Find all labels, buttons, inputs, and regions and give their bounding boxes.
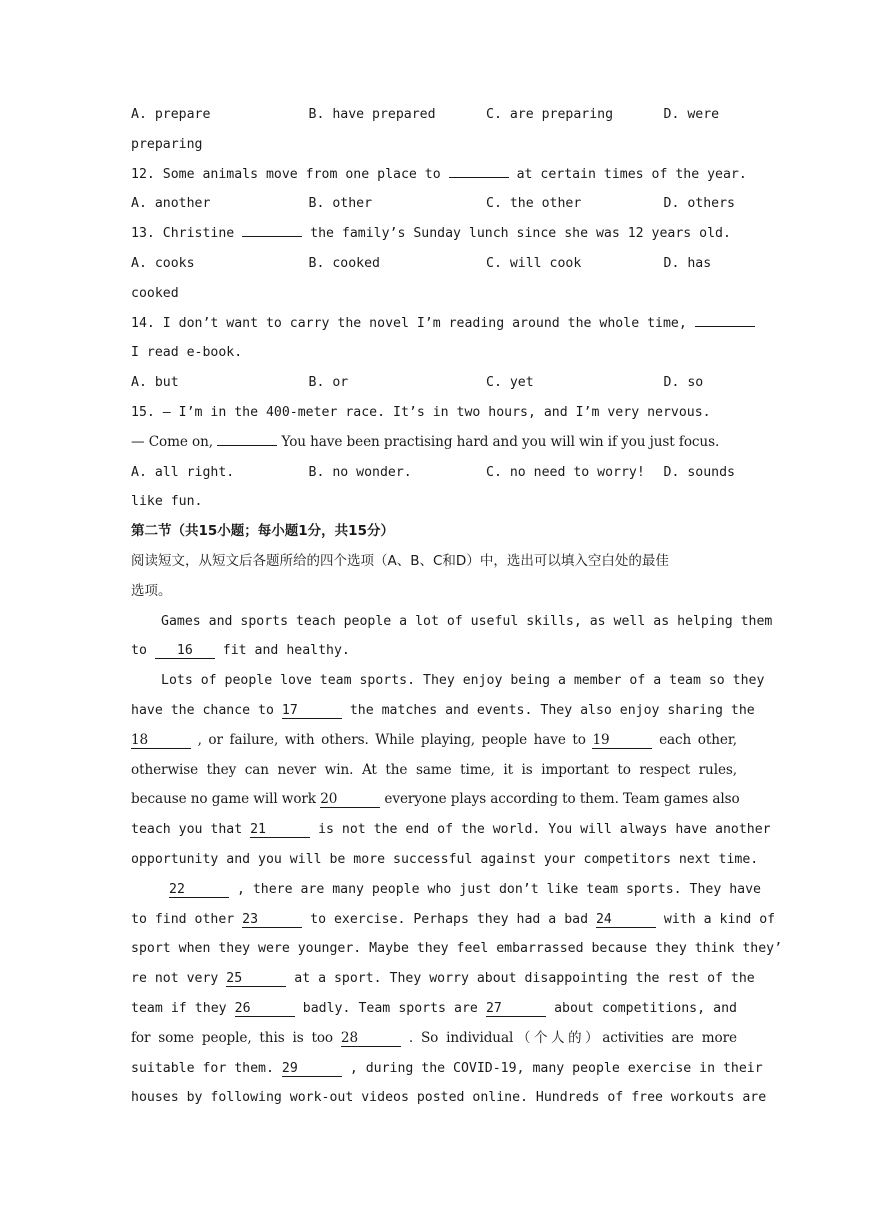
passage-line: Lots of people love team sports. They enjoy being a member of a team so they [161, 673, 765, 689]
passage-text: to exercise. Perhaps they had a bad [310, 911, 589, 927]
blank-16: 16 [155, 643, 215, 659]
q14-option-a: A. but [131, 375, 179, 391]
q14-blank [695, 312, 755, 327]
q11-option-c: C. are preparing [486, 107, 614, 122]
q13-option-d: D. has [663, 255, 712, 271]
blank-24: 24 [596, 912, 656, 928]
passage-text: at a sport. They worry about disappointing the rest of the [294, 971, 755, 987]
q12-stem-post: at certain times of the year. [516, 166, 747, 182]
passage-text: , during the COVID-19, many people exercise in their [349, 1060, 763, 1076]
passage-line [131, 905, 776, 935]
passage-line: opportunity and you will be more successful against your competitors next time. [131, 851, 759, 867]
passage-text: , there are many people who just don’t like team sports. They have [236, 881, 761, 897]
section-heading: 第二节（共15小题；每小题1分，共15分） [131, 523, 394, 540]
blank-17: 17 [282, 703, 342, 719]
q11-option-b: B. have prepared [308, 107, 436, 122]
passage-text: fit and healthy. [222, 643, 350, 659]
q15-stem-line2 [131, 428, 737, 458]
passage-text: everyone plays according to them. Team games also [384, 791, 740, 808]
q15-options [131, 458, 737, 488]
passage-text: about competitions, and [554, 1000, 737, 1016]
passage-line: houses by following work-out videos posted online. Hundreds of free workouts are [131, 1090, 767, 1106]
blank-25: 25 [226, 971, 286, 987]
q15-option-c: C. no need to worry! [486, 464, 645, 480]
passage-text: the matches and events. They also enjoy sharing the [349, 702, 755, 718]
passage-text: badly. Team sports are [302, 1000, 478, 1016]
exam-content [131, 100, 783, 1113]
passage-text: teach you that [131, 822, 243, 838]
blank-21: 21 [250, 822, 310, 838]
q12-option-d: D. others [663, 196, 735, 212]
blank-27: 27 [486, 1001, 546, 1017]
q12-blank [449, 163, 509, 178]
section-instructions-line2: 选项。 [131, 582, 172, 599]
passage-text: with a kind of [663, 911, 776, 927]
q15-option-d: D. sounds [663, 464, 735, 480]
passage-text: suitable for them. [131, 1060, 274, 1076]
q14-option-c: C. yet [486, 375, 534, 391]
section-instructions: 阅读短文，从短文后各题所给的四个选项（A、B、C和D）中，选出可以填入空白处的最佳 [131, 552, 669, 569]
q14-stem-pre: 14. I don’t want to carry the novel I’m reading around the whole time, [131, 315, 687, 331]
passage-text: . So individual [408, 1029, 514, 1046]
q15-option-b: B. no wonder. [308, 464, 412, 480]
q15-stem-line1: 15. — I’m in the 400-meter race. It’s in two hours, and I’m very nervous. [131, 404, 711, 420]
q13-option-a: A. cooks [131, 255, 195, 271]
blank-29: 29 [282, 1061, 342, 1077]
passage-text: , or failure, with others. While playing, people have to [197, 731, 586, 748]
q13-options [131, 249, 737, 279]
q13-stem [131, 219, 737, 249]
passage-line [131, 1054, 763, 1084]
q12-stem [131, 160, 747, 190]
passage-text: because no game will work [131, 791, 316, 808]
q13-stem-post: the family’s Sunday lunch since she was 12 years old. [310, 226, 731, 242]
passage-line: Games and sports teach people a lot of useful skills, as well as helping them [161, 613, 773, 629]
q15-stem-line2-pre: — Come on, [131, 433, 214, 450]
passage-text: is not the end of the world. You will always have another [318, 822, 771, 838]
passage-text: to find other [131, 911, 235, 927]
blank-28: 28 [341, 1031, 401, 1047]
passage-line [131, 964, 755, 994]
blank-19: 19 [592, 733, 652, 749]
q13-option-d-wrap: cooked [131, 285, 179, 301]
q14-stem [131, 309, 737, 339]
passage-text: for some people, this is too [131, 1029, 334, 1046]
q12-options [131, 189, 737, 219]
q11-option-d: D. were [663, 107, 720, 122]
q15-option-a: A. all right. [131, 464, 235, 480]
passage-line [131, 875, 761, 905]
passage-text: have the chance to [131, 702, 274, 718]
passage-line [131, 994, 737, 1024]
passage-line: sport when they were younger. Maybe they feel embarrassed because they think they’ [131, 941, 783, 957]
passage-text: activities are more [602, 1029, 737, 1046]
q13-option-b: B. cooked [308, 255, 380, 271]
passage-line [131, 636, 737, 666]
q14-option-b: B. or [308, 375, 349, 391]
q11-option-a: A. prepare [131, 107, 211, 122]
passage-text: to [131, 643, 147, 659]
q11-option-d-wrap: preparing [131, 136, 203, 152]
q12-option-a: A. another [131, 196, 211, 212]
blank-23: 23 [242, 912, 302, 928]
q15-blank [217, 431, 277, 446]
q11-options [131, 100, 737, 130]
q13-stem-pre: 13. Christine [131, 226, 235, 242]
passage-line [131, 726, 737, 756]
q15-option-d-wrap: like fun. [131, 494, 203, 510]
blank-18: 18 [131, 733, 191, 749]
passage-text: team if they [131, 1000, 227, 1016]
passage-text: each other, [659, 731, 737, 748]
q14-option-d: D. so [663, 375, 704, 391]
blank-26: 26 [235, 1001, 295, 1017]
blank-20: 20 [320, 792, 380, 808]
passage-line: otherwise they can never win. At the same time, it is important to respect rules, [131, 761, 737, 778]
q14-stem-line2: I read e-book. [131, 345, 243, 361]
passage-line [131, 1024, 737, 1054]
q12-option-b: B. other [308, 196, 373, 212]
passage-text: （个人的） [513, 1029, 603, 1046]
q12-stem-pre: 12. Some animals move from one place to [131, 166, 441, 182]
passage-line [131, 815, 771, 845]
q13-option-c: C. will cook [486, 255, 582, 271]
q14-options [131, 368, 737, 398]
passage-line [131, 785, 740, 815]
passage-text: re not very [131, 971, 219, 987]
q13-blank [242, 222, 302, 237]
blank-22: 22 [169, 882, 229, 898]
q12-option-c: C. the other [486, 196, 582, 212]
passage-line [131, 696, 755, 726]
q15-stem-line2-post: You have been practising hard and you will win if you just focus. [281, 433, 720, 450]
